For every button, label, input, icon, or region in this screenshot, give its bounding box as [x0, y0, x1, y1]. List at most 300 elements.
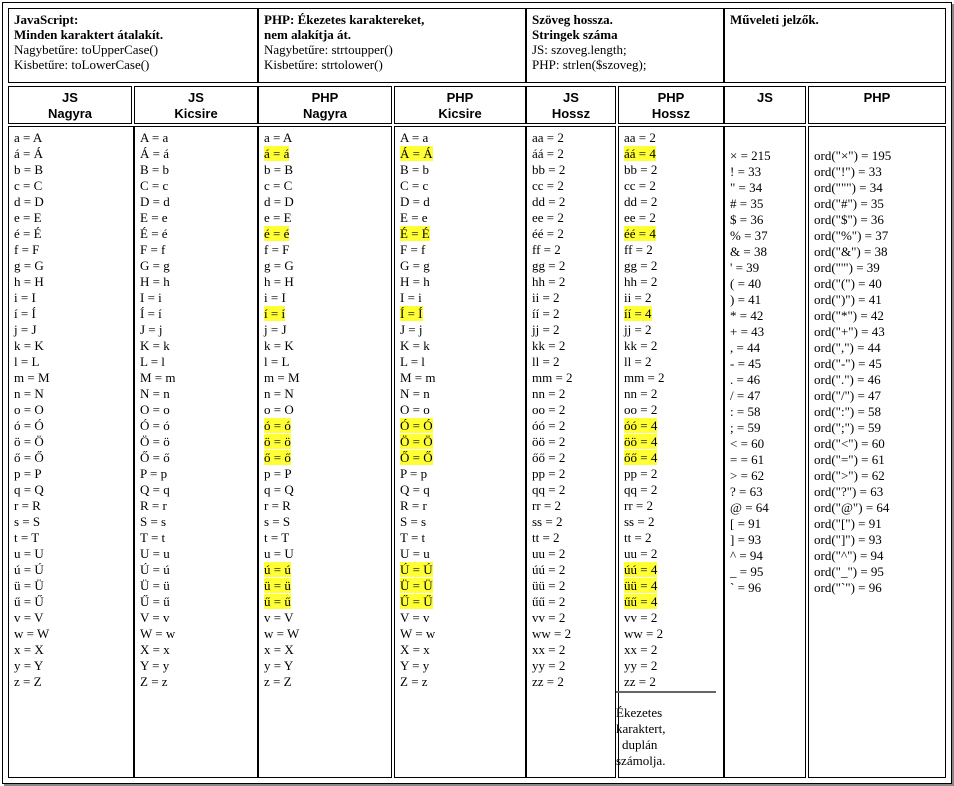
list-item: w = W — [264, 626, 300, 641]
list-item: qq = 2 — [532, 482, 566, 497]
list-item: e = E — [14, 210, 42, 225]
col-header-js-upper: JS Nagyra — [8, 86, 132, 124]
list-item: y = Y — [14, 658, 44, 673]
list-item: Z = z — [400, 674, 428, 689]
list-item: űű = 4 — [624, 594, 658, 609]
list-item: $ = 36 — [730, 212, 764, 227]
list-item: z = Z — [264, 674, 292, 689]
list-item: R = r — [140, 498, 167, 513]
list-item: n = N — [14, 386, 44, 401]
list-item: d = D — [264, 194, 294, 209]
list-item: ord("-") = 45 — [814, 356, 882, 371]
list-item: üü = 2 — [532, 578, 566, 593]
list-item: n = N — [264, 386, 294, 401]
header-line: Nagybetűre: strtoupper() — [264, 42, 393, 57]
list-item: k = K — [14, 338, 44, 353]
list-item: ll = 2 — [532, 354, 560, 369]
list-item: A = a — [400, 130, 429, 145]
list-item: Q = q — [140, 482, 170, 497]
list-item: k = K — [264, 338, 294, 353]
list-item: B = b — [140, 162, 170, 177]
list-item: É = É — [400, 226, 430, 241]
list-item: ord("?") = 63 — [814, 484, 884, 499]
list-item: r = R — [264, 498, 291, 513]
list-item: ! = 33 — [730, 164, 762, 179]
list-item: dd = 2 — [624, 194, 658, 209]
list-item: gg = 2 — [624, 258, 658, 273]
list-item: x = X — [264, 642, 294, 657]
list-item: ö = Ö — [14, 434, 44, 449]
list-item: H = h — [140, 274, 170, 289]
list-item: ww = 2 — [624, 626, 664, 641]
list-item: G = g — [400, 258, 430, 273]
list-item: ord(""") = 34 — [814, 180, 883, 195]
list-item: kk = 2 — [624, 338, 658, 353]
list-item: á = Á — [14, 146, 43, 161]
list-item: Q = q — [400, 482, 430, 497]
list-item: l = L — [14, 354, 40, 369]
list-item: v = V — [14, 610, 44, 625]
list-item: T = t — [140, 530, 166, 545]
list-item: g = G — [264, 258, 294, 273]
list-item: e = E — [264, 210, 292, 225]
list-item: aa = 2 — [532, 130, 564, 145]
list-item: h = H — [14, 274, 44, 289]
list-item: l = L — [264, 354, 290, 369]
list-item: mm = 2 — [624, 370, 665, 385]
list-item: f = F — [14, 242, 40, 257]
list-item: # = 35 — [730, 196, 764, 211]
list-item: ord("%") = 37 — [814, 228, 889, 243]
list-item: ú = ú — [264, 562, 291, 577]
list-item: i = I — [264, 290, 286, 305]
list-item: ' = 39 — [730, 260, 760, 275]
list-item: N = n — [140, 386, 170, 401]
list-item: őő = 2 — [532, 450, 566, 465]
list-item: ord(".") = 46 — [814, 372, 881, 387]
list-item: H = h — [400, 274, 430, 289]
list-php-length — [618, 126, 724, 778]
list-item: Ü = Ü — [400, 578, 433, 593]
list-item: óó = 2 — [532, 418, 566, 433]
list-item: A = a — [140, 130, 169, 145]
list-item: B = b — [400, 162, 430, 177]
list-item: : = 58 — [730, 404, 761, 419]
list-item: + = 43 — [730, 324, 765, 339]
list-item: í = Í — [14, 306, 36, 321]
list-item: G = g — [140, 258, 170, 273]
header-title-2: nem alakítja át. — [264, 27, 352, 42]
list-item: v = V — [264, 610, 294, 625]
list-item: éé = 2 — [532, 226, 564, 241]
list-item: ss = 2 — [532, 514, 563, 529]
list-item: ss = 2 — [624, 514, 655, 529]
list-item: K = k — [140, 338, 170, 353]
list-item: g = G — [14, 258, 44, 273]
list-item: F = f — [400, 242, 426, 257]
list-item: rr = 2 — [624, 498, 653, 513]
list-item: xx = 2 — [624, 642, 658, 657]
list-item: ord("$") = 36 — [814, 212, 884, 227]
list-item: ord(">") = 62 — [814, 468, 885, 483]
list-item: uu = 2 — [624, 546, 658, 561]
list-item: d = D — [14, 194, 44, 209]
list-item: őő = 4 — [624, 450, 658, 465]
list-js-operators — [724, 126, 806, 778]
list-item: h = H — [264, 274, 294, 289]
list-item: jj = 2 — [532, 322, 560, 337]
list-item: o = O — [264, 402, 294, 417]
list-item: ii = 2 — [532, 290, 560, 305]
list-item: ord("×") = 195 — [814, 148, 892, 163]
list-item: = = 61 — [730, 452, 765, 467]
list-item: W = w — [140, 626, 176, 641]
list-item: yy = 2 — [624, 658, 658, 673]
list-item: F = f — [140, 242, 166, 257]
list-item: cc = 2 — [532, 178, 564, 193]
list-item: r = R — [14, 498, 41, 513]
list-item: , = 44 — [730, 340, 761, 355]
list-item: * = 42 — [730, 308, 764, 323]
list-item: W = w — [400, 626, 436, 641]
list-item: Ű = Ű — [400, 594, 433, 609]
list-item: o = O — [14, 402, 44, 417]
list-item: zz = 2 — [532, 674, 564, 689]
list-item: ord("`") = 96 — [814, 580, 882, 595]
list-item: Ü = ü — [140, 578, 170, 593]
list-item: ff = 2 — [532, 242, 561, 257]
list-item: oo = 2 — [624, 402, 658, 417]
header-title: JavaScript: — [14, 12, 79, 27]
list-item: Ő = Ő — [400, 450, 433, 465]
list-item: qq = 2 — [624, 482, 658, 497]
list-item: pp = 2 — [624, 466, 658, 481]
list-item: hh = 2 — [532, 274, 566, 289]
list-item: ord("*") = 42 — [814, 308, 884, 323]
list-item: X = x — [400, 642, 430, 657]
col-header-js-lower: JS Kicsire — [134, 86, 258, 124]
list-item: & = 38 — [730, 244, 767, 259]
list-item: M = m — [140, 370, 176, 385]
list-item: öö = 4 — [624, 434, 658, 449]
list-item: I = i — [140, 290, 162, 305]
list-item: í = í — [264, 306, 286, 321]
list-item: z = Z — [14, 674, 42, 689]
list-item: ord(",") = 44 — [814, 340, 881, 355]
header-title: Műveleti jelzők. — [730, 12, 819, 27]
list-item: ord(")") = 41 — [814, 292, 882, 307]
list-item: L = l — [400, 354, 425, 369]
list-item: / = 47 — [730, 388, 761, 403]
list-item: ű = Ű — [14, 594, 44, 609]
list-item: Y = y — [400, 658, 430, 673]
list-item: c = C — [14, 178, 43, 193]
list-item: T = t — [400, 530, 426, 545]
list-item: tt = 2 — [532, 530, 560, 545]
list-item: t = T — [264, 530, 290, 545]
list-item: ü = ü — [264, 578, 291, 593]
list-item: x = X — [14, 642, 44, 657]
list-item: hh = 2 — [624, 274, 658, 289]
list-item: ord("'") = 39 — [814, 260, 880, 275]
list-item: j = J — [14, 322, 37, 337]
list-item: aa = 2 — [624, 130, 656, 145]
list-item: Á = Á — [400, 146, 433, 161]
list-item: xx = 2 — [532, 642, 566, 657]
length-note: Ékezetes karaktert, duplán számolja. — [616, 691, 716, 769]
list-item: ü = Ü — [14, 578, 44, 593]
list-item: P = p — [140, 466, 168, 481]
list-item: ord("!") = 33 — [814, 164, 882, 179]
list-item: ord("=") = 61 — [814, 452, 885, 467]
header-title: PHP: Ékezetes karaktereket, — [264, 12, 425, 27]
list-item: V = v — [140, 610, 170, 625]
header-line: Nagybetűre: toUpperCase() — [14, 42, 159, 57]
header-length — [526, 8, 724, 83]
list-item: vv = 2 — [532, 610, 566, 625]
list-item: × = 215 — [730, 148, 771, 163]
list-item: ^ = 94 — [730, 548, 763, 563]
list-item: O = o — [400, 402, 430, 417]
list-item: J = j — [400, 322, 423, 337]
list-item: ő = Ő — [14, 450, 44, 465]
list-item: ord("&") = 38 — [814, 244, 888, 259]
list-item: á = á — [264, 146, 290, 161]
list-item: u = U — [14, 546, 44, 561]
list-item: j = J — [264, 322, 287, 337]
list-item: ee = 2 — [532, 210, 564, 225]
list-item: X = x — [140, 642, 170, 657]
list-item: s = S — [14, 514, 41, 529]
list-item: Ö = Ö — [400, 434, 433, 449]
list-item: b = B — [14, 162, 44, 177]
header-title-2: Stringek száma — [532, 27, 618, 42]
list-item: áá = 4 — [624, 146, 656, 161]
list-item: ( = 40 — [730, 276, 762, 291]
list-item: Ú = ú — [140, 562, 170, 577]
list-php-operators — [808, 126, 946, 778]
list-item: L = l — [140, 354, 165, 369]
list-item: Ö = ö — [140, 434, 170, 449]
list-item: tt = 2 — [624, 530, 652, 545]
list-item: K = k — [400, 338, 430, 353]
col-header-php-length: PHP Hossz — [618, 86, 724, 124]
list-item: " = 34 — [730, 180, 763, 195]
list-item: áá = 2 — [532, 146, 564, 161]
list-item: é = É — [14, 226, 42, 241]
list-item: % = 37 — [730, 228, 768, 243]
list-item: É = é — [140, 226, 168, 241]
list-php-upper — [258, 126, 392, 778]
list-item: ö = ö — [264, 434, 291, 449]
list-item: éé = 4 — [624, 226, 656, 241]
list-item: Z = z — [140, 674, 168, 689]
list-item: q = Q — [14, 482, 44, 497]
list-item: a = A — [264, 130, 293, 145]
list-item: C = c — [140, 178, 169, 193]
list-item: óó = 4 — [624, 418, 658, 433]
header-title-2: Minden karaktert átalakít. — [14, 27, 164, 42]
list-item: Ú = Ú — [400, 562, 433, 577]
list-item: R = r — [400, 498, 427, 513]
list-item: íí = 2 — [532, 306, 560, 321]
header-title: Szöveg hossza. — [532, 12, 613, 27]
list-item: é = é — [264, 226, 290, 241]
list-item: úú = 2 — [532, 562, 566, 577]
list-item: vv = 2 — [624, 610, 658, 625]
list-item: b = B — [264, 162, 294, 177]
list-item: ww = 2 — [532, 626, 572, 641]
list-item: > = 62 — [730, 468, 765, 483]
list-item: ord(";") = 59 — [814, 420, 882, 435]
list-php-lower — [394, 126, 526, 778]
list-item: öö = 2 — [532, 434, 566, 449]
list-item: oo = 2 — [532, 402, 566, 417]
list-item: ord("/") = 47 — [814, 388, 882, 403]
header-line: Kisbetűre: strtolower() — [264, 57, 383, 72]
list-item: t = T — [14, 530, 40, 545]
header-php-case — [258, 8, 526, 83]
list-item: [ = 91 — [730, 516, 762, 531]
list-item: m = M — [14, 370, 50, 385]
list-item: q = Q — [264, 482, 294, 497]
list-item: ] = 93 — [730, 532, 762, 547]
list-item: íí = 4 — [624, 306, 652, 321]
list-item: ord("[") = 91 — [814, 516, 882, 531]
list-item: P = p — [400, 466, 428, 481]
header-operators — [724, 8, 946, 83]
list-item: u = U — [264, 546, 294, 561]
list-item: dd = 2 — [532, 194, 566, 209]
list-item: ű = ű — [264, 594, 291, 609]
list-item: kk = 2 — [532, 338, 566, 353]
list-item: Í = Í — [400, 306, 423, 321]
list-item: yy = 2 — [532, 658, 566, 673]
list-item: bb = 2 — [624, 162, 658, 177]
list-item: uu = 2 — [532, 546, 566, 561]
list-item: I = i — [400, 290, 422, 305]
list-item: űű = 2 — [532, 594, 566, 609]
list-item: ord(":") = 58 — [814, 404, 882, 419]
list-item: w = W — [14, 626, 50, 641]
list-item: nn = 2 — [624, 386, 658, 401]
list-item: E = e — [400, 210, 428, 225]
list-item: ord("<") = 60 — [814, 436, 885, 451]
list-item: V = v — [400, 610, 430, 625]
list-item: cc = 2 — [624, 178, 656, 193]
list-item: úú = 4 — [624, 562, 658, 577]
list-item: E = e — [140, 210, 168, 225]
list-item: U = u — [140, 546, 170, 561]
list-item: p = P — [14, 466, 42, 481]
list-item: @ = 64 — [730, 500, 769, 515]
list-item: c = C — [264, 178, 293, 193]
list-item: Ó = ó — [140, 418, 170, 433]
list-item: ; = 59 — [730, 420, 761, 435]
list-item: . = 46 — [730, 372, 761, 387]
list-item: pp = 2 — [532, 466, 566, 481]
list-item: ? = 63 — [730, 484, 763, 499]
list-item: Y = y — [140, 658, 170, 673]
list-item: ` = 96 — [730, 580, 762, 595]
list-js-upper — [8, 126, 134, 778]
list-item: N = n — [400, 386, 430, 401]
list-item: y = Y — [264, 658, 294, 673]
list-item: ord("+") = 43 — [814, 324, 885, 339]
list-item: rr = 2 — [532, 498, 561, 513]
col-header-php-ops: PHP — [808, 86, 946, 124]
list-item: zz = 2 — [624, 674, 656, 689]
list-item: Á = á — [140, 146, 169, 161]
list-item: ú = Ú — [14, 562, 44, 577]
col-header-php-upper: PHP Nagyra — [258, 86, 392, 124]
list-item: üü = 4 — [624, 578, 658, 593]
list-item: Ő = ő — [140, 450, 170, 465]
list-item: ó = ó — [264, 418, 291, 433]
list-item: bb = 2 — [532, 162, 566, 177]
list-item: a = A — [14, 130, 43, 145]
list-item: ii = 2 — [624, 290, 652, 305]
list-item: S = s — [400, 514, 427, 529]
list-item: Í = í — [140, 306, 162, 321]
list-item: U = u — [400, 546, 430, 561]
list-item: jj = 2 — [624, 322, 652, 337]
list-item: p = P — [264, 466, 292, 481]
header-line: JS: szoveg.length; — [532, 42, 627, 57]
list-item: _ = 95 — [730, 564, 764, 579]
list-item: - = 45 — [730, 356, 762, 371]
col-header-js-length: JS Hossz — [526, 86, 616, 124]
list-item: ) = 41 — [730, 292, 762, 307]
list-item: Ű = ű — [140, 594, 170, 609]
list-item: M = m — [400, 370, 436, 385]
list-item: nn = 2 — [532, 386, 566, 401]
list-item: ó = Ó — [14, 418, 44, 433]
col-header-php-lower: PHP Kicsire — [394, 86, 526, 124]
list-item: O = o — [140, 402, 170, 417]
list-item: f = F — [264, 242, 290, 257]
list-item: S = s — [140, 514, 167, 529]
list-item: ord("]") = 93 — [814, 532, 882, 547]
list-item: J = j — [140, 322, 163, 337]
list-item: i = I — [14, 290, 36, 305]
list-item: mm = 2 — [532, 370, 573, 385]
list-item: ff = 2 — [624, 242, 653, 257]
list-item: < = 60 — [730, 436, 765, 451]
list-js-length — [526, 126, 616, 778]
header-line: Kisbetűre: toLowerCase() — [14, 57, 150, 72]
list-js-lower — [134, 126, 258, 778]
col-header-js-ops: JS — [724, 86, 806, 124]
list-item: ord("_") = 95 — [814, 564, 884, 579]
list-item: C = c — [400, 178, 429, 193]
list-item: ord("(") = 40 — [814, 276, 882, 291]
list-item: ő = ő — [264, 450, 291, 465]
list-item: gg = 2 — [532, 258, 566, 273]
list-item: m = M — [264, 370, 300, 385]
list-item: s = S — [264, 514, 291, 529]
list-item: Ó = Ó — [400, 418, 433, 433]
list-item: ord("@") = 64 — [814, 500, 890, 515]
list-item: D = d — [140, 194, 170, 209]
list-item: D = d — [400, 194, 430, 209]
list-item: ord("^") = 94 — [814, 548, 884, 563]
header-js-case — [8, 8, 258, 83]
header-line: PHP: strlen($szoveg); — [532, 57, 647, 72]
list-item: ee = 2 — [624, 210, 656, 225]
list-item: ll = 2 — [624, 354, 652, 369]
list-item: ord("#") = 35 — [814, 196, 884, 211]
